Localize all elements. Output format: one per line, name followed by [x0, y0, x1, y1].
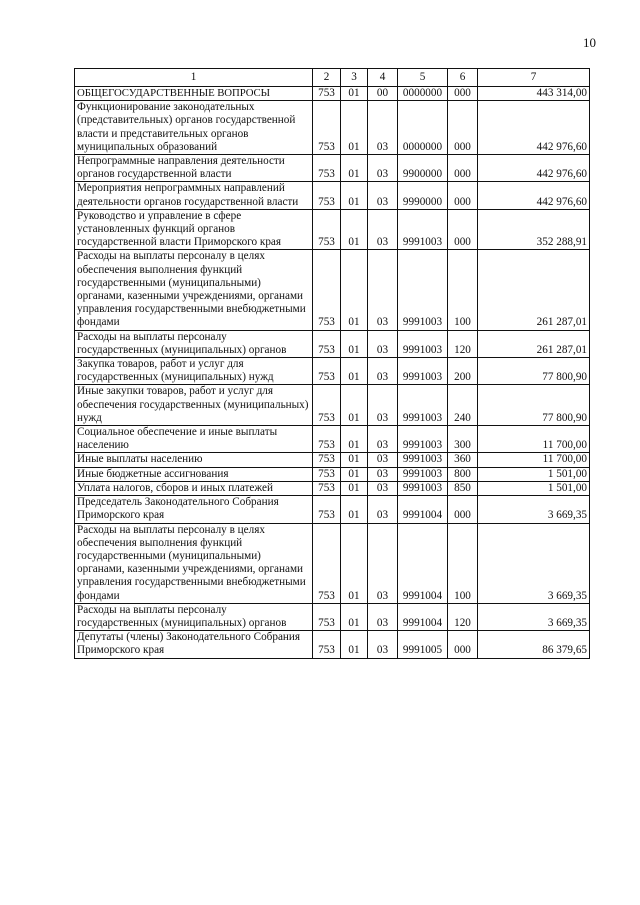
row-name-cell: Председатель Законодательного Собрания Приморского края	[75, 496, 313, 523]
amount-cell: 11 700,00	[478, 426, 590, 453]
amount-cell: 3 669,35	[478, 603, 590, 630]
section-code-cell: 01	[341, 101, 368, 155]
expense-type-cell: 000	[448, 101, 478, 155]
table-row	[75, 496, 590, 523]
expense-type-cell: 120	[448, 330, 478, 357]
amount-cell: 3 669,35	[478, 523, 590, 603]
table-row	[75, 330, 590, 357]
row-name-cell: Иные закупки товаров, работ и услуг для обеспечения государственных (муниципальных) нужд	[75, 385, 313, 426]
section-code-cell: 01	[341, 209, 368, 250]
subsection-code-cell: 03	[368, 250, 398, 330]
expense-type-cell: 000	[448, 155, 478, 182]
glava-code-cell: 753	[313, 481, 341, 495]
table-row	[75, 603, 590, 630]
target-article-cell: 9991003	[398, 250, 448, 330]
amount-cell: 1 501,00	[478, 481, 590, 495]
glava-code-cell: 753	[313, 385, 341, 426]
table-row	[75, 453, 590, 467]
glava-code-cell: 753	[313, 358, 341, 385]
amount-cell: 261 287,01	[478, 250, 590, 330]
row-name-cell: Иные выплаты населению	[75, 453, 313, 467]
section-code-cell: 01	[341, 155, 368, 182]
amount-cell: 442 976,60	[478, 101, 590, 155]
section-code-cell: 01	[341, 453, 368, 467]
row-name-cell: Непрограммные направления деятельности органов государственной власти	[75, 155, 313, 182]
section-code-cell: 01	[341, 330, 368, 357]
subsection-code-cell: 03	[368, 209, 398, 250]
row-name-cell: Социальное обеспечение и иные выплаты населению	[75, 426, 313, 453]
page-number: 10	[583, 35, 596, 50]
glava-code-cell: 753	[313, 467, 341, 481]
table-row	[75, 101, 590, 155]
expense-type-cell: 200	[448, 358, 478, 385]
table-row	[75, 523, 590, 603]
target-article-cell: 9991003	[398, 358, 448, 385]
subsection-code-cell: 03	[368, 603, 398, 630]
expense-type-cell: 000	[448, 209, 478, 250]
amount-cell: 3 669,35	[478, 496, 590, 523]
column-header: 3	[341, 69, 368, 87]
subsection-code-cell: 03	[368, 496, 398, 523]
section-code-cell: 01	[341, 385, 368, 426]
expense-type-cell: 850	[448, 481, 478, 495]
amount-cell: 442 976,60	[478, 182, 590, 209]
subsection-code-cell: 03	[368, 358, 398, 385]
glava-code-cell: 753	[313, 603, 341, 630]
table-row	[75, 481, 590, 495]
glava-code-cell: 753	[313, 426, 341, 453]
row-name-cell: Закупка товаров, работ и услуг для государственных (муниципальных) нужд	[75, 358, 313, 385]
target-article-cell: 9991003	[398, 453, 448, 467]
subsection-code-cell: 03	[368, 385, 398, 426]
amount-cell: 442 976,60	[478, 155, 590, 182]
column-header: 4	[368, 69, 398, 87]
row-name-cell: Расходы на выплаты персоналу в целях обеспечения выполнения функций государственными (муниципальными) органами, казенными учреждениями, органами управления государственными внебюджетными фондами	[75, 523, 313, 603]
expense-type-cell: 360	[448, 453, 478, 467]
subsection-code-cell: 03	[368, 101, 398, 155]
section-code-cell: 01	[341, 481, 368, 495]
section-code-cell: 01	[341, 250, 368, 330]
row-name-cell: Руководство и управление в сфере установленных функций органов государственной власти Приморского края	[75, 209, 313, 250]
table-row	[75, 358, 590, 385]
expense-type-cell: 000	[448, 182, 478, 209]
amount-cell: 11 700,00	[478, 453, 590, 467]
column-header: 6	[448, 69, 478, 87]
expense-type-cell: 100	[448, 523, 478, 603]
section-code-cell: 01	[341, 87, 368, 101]
target-article-cell: 9900000	[398, 155, 448, 182]
target-article-cell: 0000000	[398, 87, 448, 101]
target-article-cell: 0000000	[398, 101, 448, 155]
column-header: 5	[398, 69, 448, 87]
amount-cell: 1 501,00	[478, 467, 590, 481]
subsection-code-cell: 00	[368, 87, 398, 101]
amount-cell: 443 314,00	[478, 87, 590, 101]
glava-code-cell: 753	[313, 209, 341, 250]
section-code-cell: 01	[341, 426, 368, 453]
row-name-cell: ОБЩЕГОСУДАРСТВЕННЫЕ ВОПРОСЫ	[75, 87, 313, 101]
row-name-cell: Мероприятия непрограммных направлений деятельности органов государственной власти	[75, 182, 313, 209]
subsection-code-cell: 03	[368, 155, 398, 182]
row-name-cell: Расходы на выплаты персоналу государственных (муниципальных) органов	[75, 603, 313, 630]
table-row	[75, 209, 590, 250]
amount-cell: 77 800,90	[478, 385, 590, 426]
subsection-code-cell: 03	[368, 453, 398, 467]
glava-code-cell: 753	[313, 101, 341, 155]
amount-cell: 352 288,91	[478, 209, 590, 250]
amount-cell: 86 379,65	[478, 631, 590, 658]
amount-cell: 77 800,90	[478, 358, 590, 385]
expense-type-cell: 000	[448, 631, 478, 658]
glava-code-cell: 753	[313, 631, 341, 658]
expense-type-cell: 300	[448, 426, 478, 453]
subsection-code-cell: 03	[368, 182, 398, 209]
expense-type-cell: 000	[448, 496, 478, 523]
glava-code-cell: 753	[313, 250, 341, 330]
glava-code-cell: 753	[313, 453, 341, 467]
section-code-cell: 01	[341, 496, 368, 523]
subsection-code-cell: 03	[368, 426, 398, 453]
table-row	[75, 631, 590, 658]
subsection-code-cell: 03	[368, 330, 398, 357]
table-row	[75, 426, 590, 453]
section-code-cell: 01	[341, 523, 368, 603]
row-name-cell: Функционирование законодательных (представительных) органов государственной власти и представительных органов муниципальных образований	[75, 101, 313, 155]
row-name-cell: Иные бюджетные ассигнования	[75, 467, 313, 481]
row-name-cell: Расходы на выплаты персоналу в целях обеспечения выполнения функций государственными (муниципальными) органами, казенными учреждениями, органами управления государственными внебюджетными фондами	[75, 250, 313, 330]
expense-type-cell: 120	[448, 603, 478, 630]
row-name-cell: Уплата налогов, сборов и иных платежей	[75, 481, 313, 495]
column-header: 7	[478, 69, 590, 87]
subsection-code-cell: 03	[368, 481, 398, 495]
row-name-cell: Расходы на выплаты персоналу государственных (муниципальных) органов	[75, 330, 313, 357]
section-code-cell: 01	[341, 358, 368, 385]
section-code-cell: 01	[341, 467, 368, 481]
target-article-cell: 9991004	[398, 496, 448, 523]
expense-type-cell: 100	[448, 250, 478, 330]
table-header-row	[75, 69, 590, 87]
amount-cell: 261 287,01	[478, 330, 590, 357]
section-code-cell: 01	[341, 182, 368, 209]
glava-code-cell: 753	[313, 496, 341, 523]
target-article-cell: 9991003	[398, 467, 448, 481]
target-article-cell: 9991003	[398, 426, 448, 453]
target-article-cell: 9991004	[398, 523, 448, 603]
target-article-cell: 9991003	[398, 385, 448, 426]
glava-code-cell: 753	[313, 87, 341, 101]
column-header: 2	[313, 69, 341, 87]
target-article-cell: 9991004	[398, 603, 448, 630]
section-code-cell: 01	[341, 603, 368, 630]
glava-code-cell: 753	[313, 330, 341, 357]
target-article-cell: 9990000	[398, 182, 448, 209]
table-row	[75, 182, 590, 209]
expense-type-cell: 240	[448, 385, 478, 426]
expense-type-cell: 000	[448, 87, 478, 101]
table-row	[75, 250, 590, 330]
table-row	[75, 385, 590, 426]
subsection-code-cell: 03	[368, 631, 398, 658]
glava-code-cell: 753	[313, 182, 341, 209]
section-code-cell: 01	[341, 631, 368, 658]
target-article-cell: 9991003	[398, 209, 448, 250]
row-name-cell: Депутаты (члены) Законодательного Собрания Приморского края	[75, 631, 313, 658]
target-article-cell: 9991005	[398, 631, 448, 658]
target-article-cell: 9991003	[398, 481, 448, 495]
glava-code-cell: 753	[313, 155, 341, 182]
table-body	[75, 87, 590, 659]
table-row	[75, 87, 590, 101]
subsection-code-cell: 03	[368, 467, 398, 481]
budget-table	[74, 68, 590, 659]
table-row	[75, 155, 590, 182]
subsection-code-cell: 03	[368, 523, 398, 603]
glava-code-cell: 753	[313, 523, 341, 603]
expense-type-cell: 800	[448, 467, 478, 481]
column-header: 1	[75, 69, 313, 87]
table-row	[75, 467, 590, 481]
target-article-cell: 9991003	[398, 330, 448, 357]
